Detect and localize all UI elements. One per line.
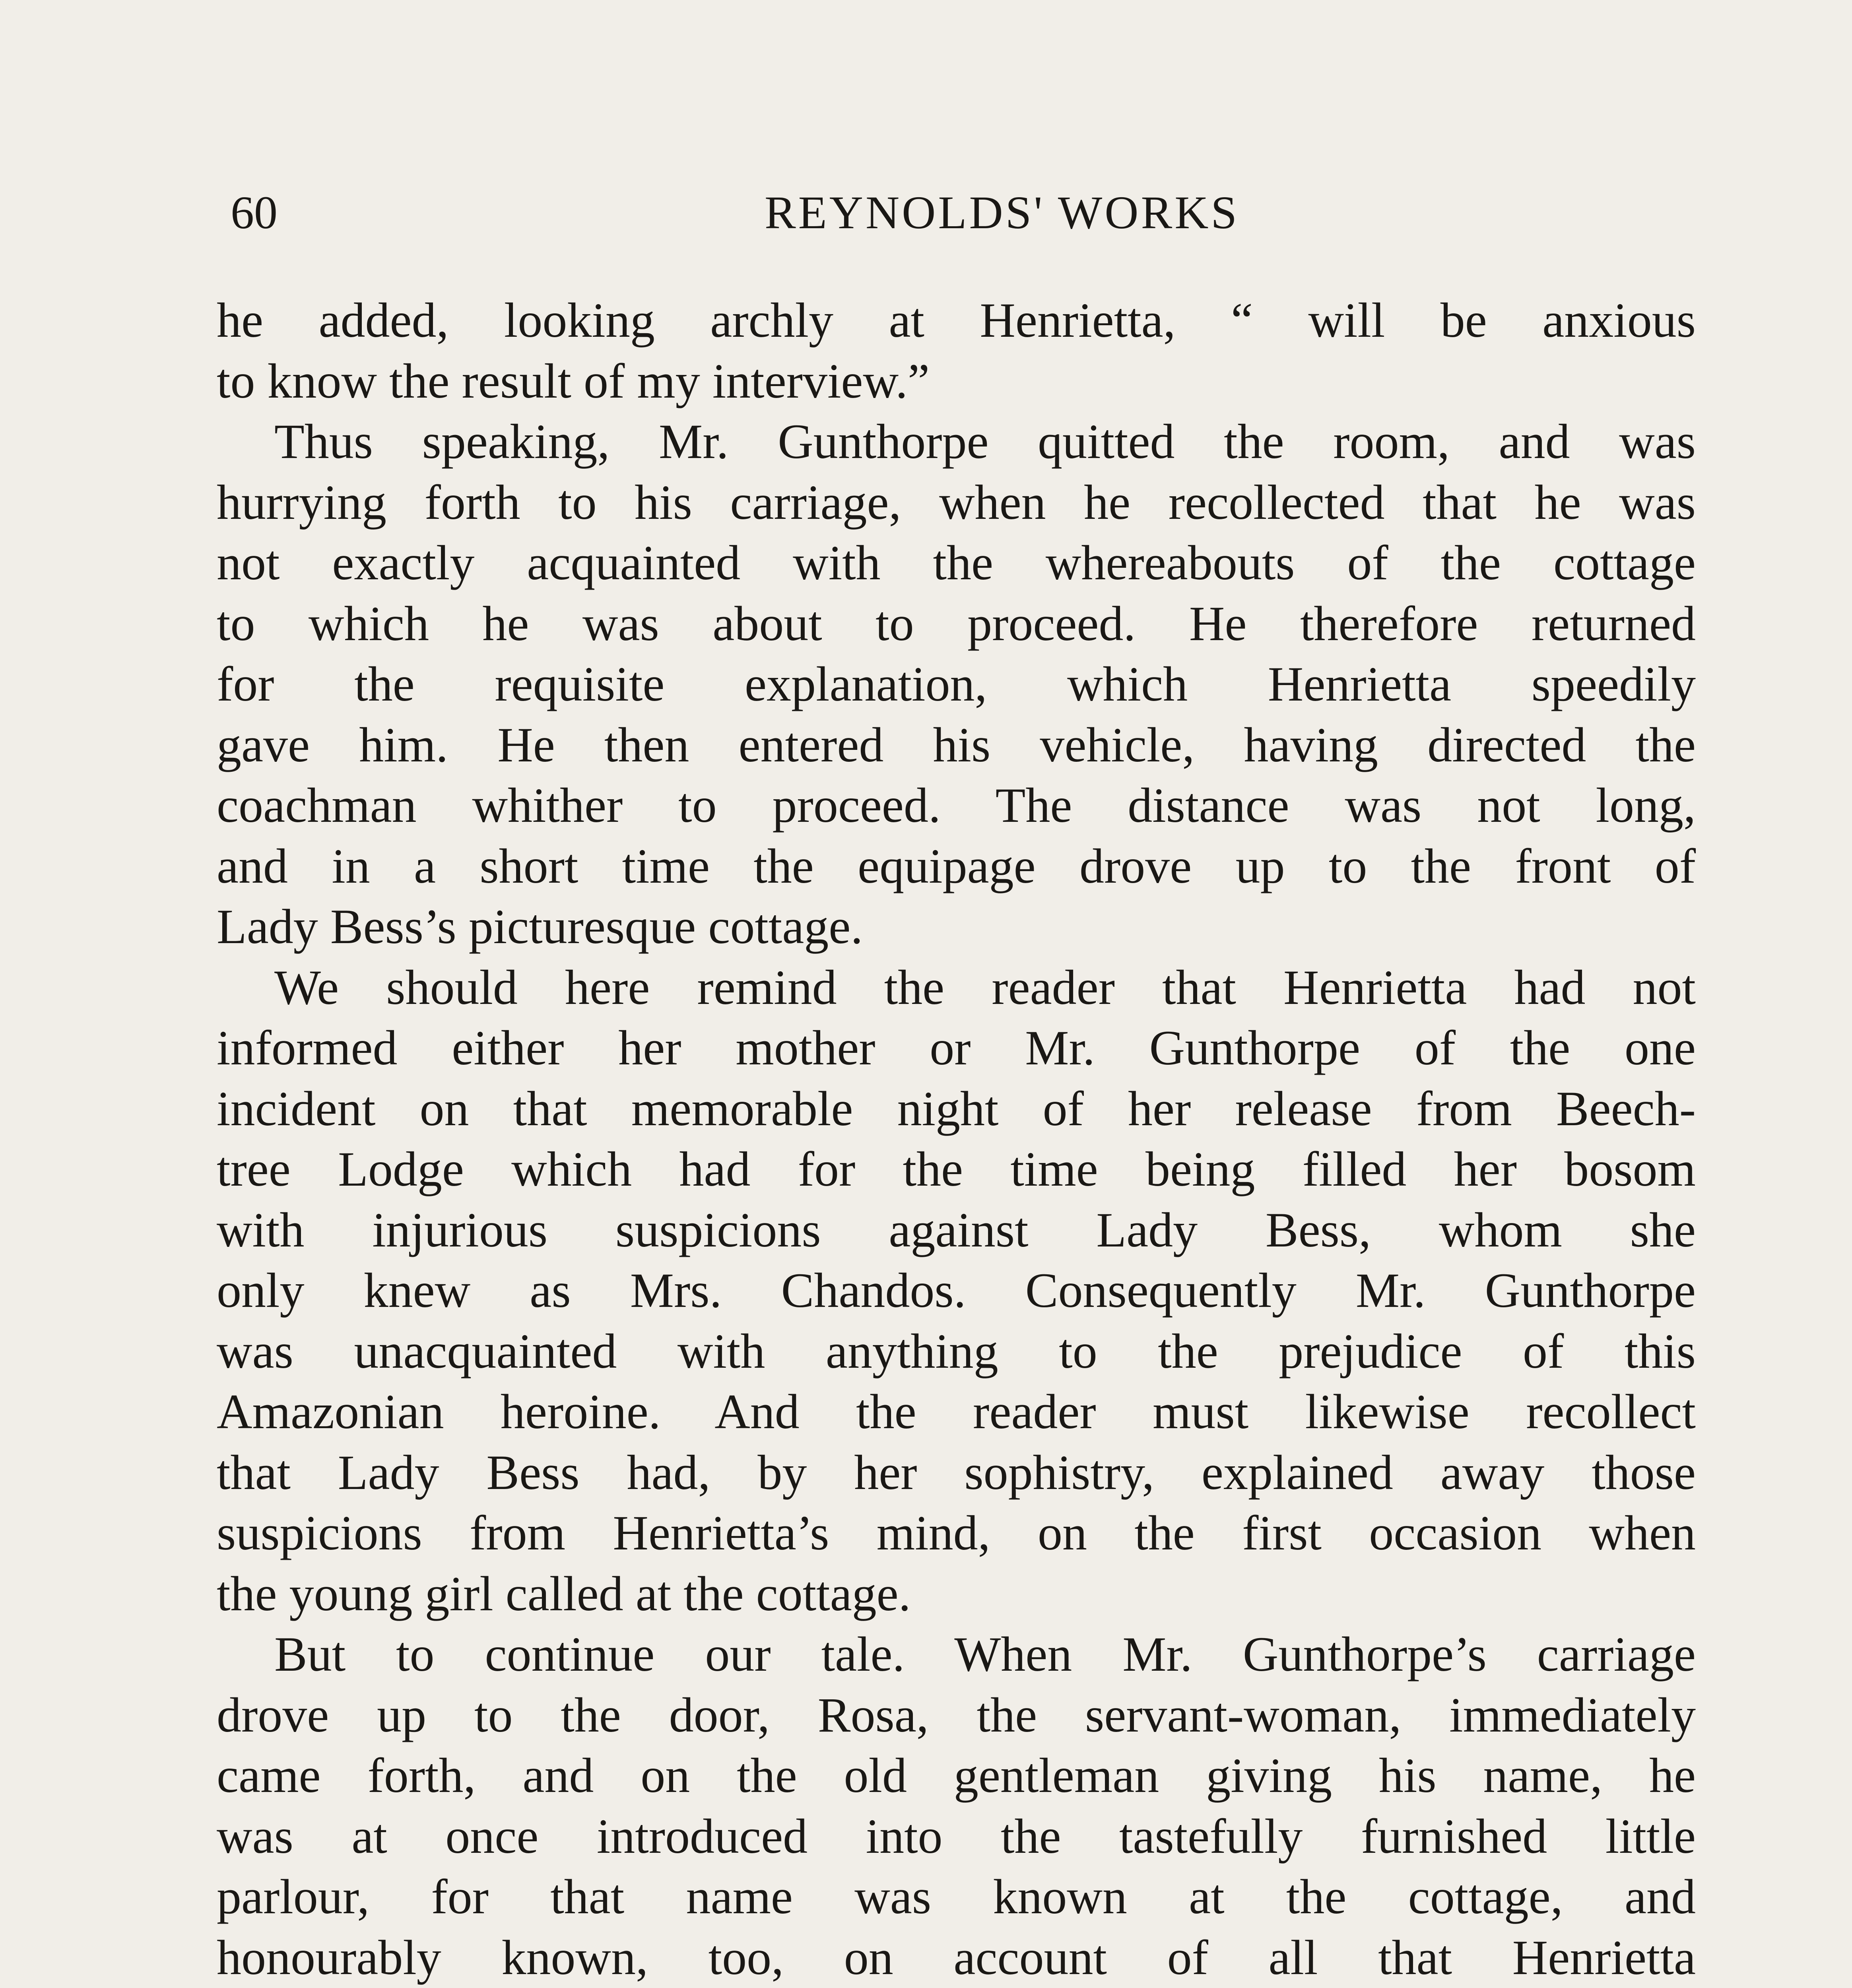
- text-line: and in a short time the equipage drove up to the front of: [217, 839, 1696, 893]
- text-line: informed either her mother or Mr. Gunthorpe of the one: [217, 1021, 1696, 1075]
- text-line: honourably known, too, on account of all that Henrietta: [217, 1930, 1696, 1985]
- text-line: to which he was about to proceed. He therefore returned: [217, 596, 1696, 651]
- text-line: tree Lodge which had for the time being filled her bosom: [217, 1142, 1696, 1196]
- paragraph: [217, 412, 1696, 957]
- text-line: Thus speaking, Mr. Gunthorpe quitted the room, and was: [274, 414, 1696, 469]
- text-line: drove up to the door, Rosa, the servant-woman, immediately: [217, 1687, 1696, 1742]
- text-line: that Lady Bess had, by her sophistry, explained away those: [217, 1445, 1696, 1500]
- body-text: [217, 290, 1696, 1988]
- text-line: he added, looking archly at Henrietta, “ will be anxious: [217, 293, 1696, 348]
- text-line: was unacquainted with anything to the prejudice of this: [217, 1324, 1696, 1378]
- text-line: to know the result of my interview.”: [217, 353, 930, 408]
- text-line: for the requisite explanation, which Henrietta speedily: [217, 657, 1696, 711]
- text-line: incident on that memorable night of her release from Beech-: [217, 1081, 1696, 1136]
- text-line: Lady Bess’s picturesque cottage.: [217, 899, 863, 954]
- text-line: suspicions from Henrietta’s mind, on the first occasion when: [217, 1506, 1696, 1560]
- text-line: coachman whither to proceed. The distance was not long,: [217, 778, 1696, 833]
- paragraph: [217, 290, 1696, 412]
- text-line: the young girl called at the cottage.: [217, 1566, 911, 1621]
- text-line: came forth, and on the old gentleman giving his name, he: [217, 1748, 1696, 1803]
- text-line: hurrying forth to his carriage, when he recollected that he was: [217, 475, 1696, 530]
- paragraph: [217, 1624, 1696, 1988]
- page-header: [231, 181, 1698, 245]
- page-number: 60: [231, 186, 278, 239]
- text-line: Amazonian heroine. And the reader must likewise recollect: [217, 1384, 1696, 1439]
- text-line: not exactly acquainted with the whereabouts of the cottage: [217, 536, 1696, 590]
- text-line: gave him. He then entered his vehicle, having directed the: [217, 717, 1696, 772]
- text-line: But to continue our tale. When Mr. Gunthorpe’s carriage: [274, 1627, 1696, 1681]
- running-title: REYNOLDS' WORKS: [764, 186, 1240, 239]
- paragraph: [217, 957, 1696, 1625]
- text-line: with injurious suspicions against Lady Bess, whom she: [217, 1202, 1696, 1257]
- text-line: We should here remind the reader that Henrietta had not: [274, 960, 1696, 1015]
- text-line: was at once introduced into the tastefully furnished little: [217, 1809, 1696, 1864]
- text-line: only knew as Mrs. Chandos. Consequently Mr. Gunthorpe: [217, 1263, 1696, 1318]
- text-line: parlour, for that name was known at the cottage, and: [217, 1870, 1696, 1924]
